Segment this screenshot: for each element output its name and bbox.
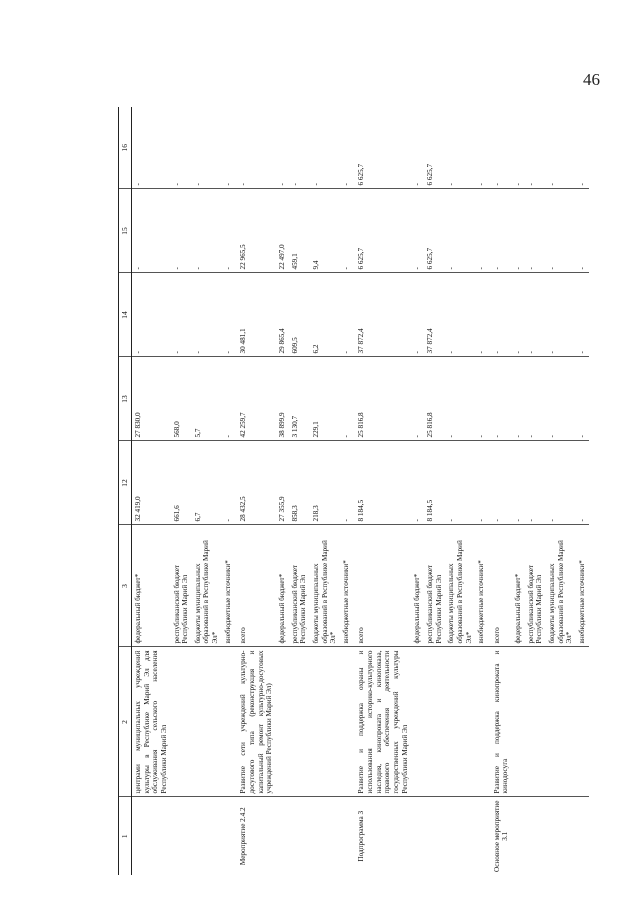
value-col-12: - (512, 441, 525, 525)
table-body (132, 107, 589, 875)
value-col-16: 6 625,7 (424, 107, 445, 189)
page-number: 46 (583, 70, 600, 89)
value-col-16: - (276, 107, 289, 189)
row-label (411, 797, 424, 875)
table-row (512, 107, 525, 875)
value-col-13: 3 130,7 (289, 357, 310, 441)
funding-source: внебюджетные источники* (340, 525, 353, 647)
funding-source: внебюджетные источники* (475, 525, 488, 647)
value-col-15: - (546, 189, 576, 273)
value-col-15: - (340, 189, 353, 273)
row-description (289, 647, 310, 797)
column-header-12: 12 (119, 441, 132, 525)
value-col-15: 22 497,0 (276, 189, 289, 273)
value-col-16: - (171, 107, 192, 189)
value-col-12: - (445, 441, 475, 525)
value-col-13: - (475, 357, 488, 441)
value-col-13: - (445, 357, 475, 441)
table-row (445, 107, 475, 875)
value-col-15: 6 625,7 (352, 189, 411, 273)
value-col-13: 229,1 (310, 357, 340, 441)
funding-source: бюджеты муниципальных образований в Республике Марий Эл* (546, 525, 576, 647)
value-col-14: 29 865,4 (276, 273, 289, 357)
row-label (576, 797, 589, 875)
value-col-13: 25 816,8 (352, 357, 411, 441)
row-label: Основное мероприятие 3.1 (492, 800, 510, 872)
value-col-15: - (525, 189, 546, 273)
table-row (411, 107, 424, 875)
table-row (310, 107, 340, 875)
funding-source: федеральный бюджет* (411, 525, 424, 647)
value-col-13: 38 899,9 (276, 357, 289, 441)
value-col-16: - (132, 107, 171, 189)
value-col-13: - (512, 357, 525, 441)
row-description (546, 647, 576, 797)
value-col-15: 9,4 (310, 189, 340, 273)
value-col-14: - (475, 273, 488, 357)
value-col-12: 6,7 (192, 441, 222, 525)
row-label (340, 797, 353, 875)
value-col-16: - (411, 107, 424, 189)
table-row (525, 107, 546, 875)
table-row (132, 107, 171, 875)
row-description (340, 647, 353, 797)
value-col-14: - (488, 273, 512, 357)
value-col-14: - (576, 273, 589, 357)
funding-source: республиканский бюджет Республики Марий Эл (171, 525, 192, 647)
row-description (445, 647, 475, 797)
row-label (276, 797, 289, 875)
table-row (234, 107, 276, 875)
value-col-14: - (512, 273, 525, 357)
value-col-16: - (445, 107, 475, 189)
row-label (475, 797, 488, 875)
column-header-13: 13 (119, 357, 132, 441)
value-col-13: - (411, 357, 424, 441)
value-col-16: - (512, 107, 525, 189)
table-row (289, 107, 310, 875)
row-label (171, 797, 192, 875)
value-col-13: 42 259,7 (234, 357, 276, 441)
row-description (525, 647, 546, 797)
value-col-14: - (171, 273, 192, 357)
value-col-12: 8 184,5 (352, 441, 411, 525)
row-label: Подпрограмма 3 (357, 810, 366, 862)
value-col-14: - (445, 273, 475, 357)
table-row (171, 107, 192, 875)
row-description: Развитие и поддержка охраны и использования историко-культурного наследия, кинопроката и кинопоказа, правового обеспечения деятельности государственных учреждений культуры Республики Марий Эл (352, 647, 411, 797)
table-row (276, 107, 289, 875)
row-label (310, 797, 340, 875)
value-col-16: - (234, 107, 276, 189)
table-row (488, 107, 512, 875)
funding-source: республиканский бюджет Республики Марий Эл (525, 525, 546, 647)
value-col-15: - (512, 189, 525, 273)
budget-table (118, 107, 589, 875)
value-col-14: - (192, 273, 222, 357)
value-col-12: 27 355,9 (276, 441, 289, 525)
value-col-15: - (132, 189, 171, 273)
value-col-13: - (576, 357, 589, 441)
row-description (192, 647, 222, 797)
value-col-13: 25 816,8 (424, 357, 445, 441)
funding-source: республиканский бюджет Республики Марий Эл (289, 525, 310, 647)
funding-source: федеральный бюджет* (132, 525, 171, 647)
value-col-15: 22 965,5 (234, 189, 276, 273)
value-col-13: - (546, 357, 576, 441)
column-header-1: 1 (119, 797, 132, 875)
value-col-12: - (222, 441, 235, 525)
funding-source: бюджеты муниципальных образований в Республике Марий Эл* (445, 525, 475, 647)
table-row (546, 107, 576, 875)
value-col-14: - (340, 273, 353, 357)
value-col-12: 8 184,5 (424, 441, 445, 525)
value-col-14: - (222, 273, 235, 357)
value-col-14: 30 481,1 (234, 273, 276, 357)
row-description (475, 647, 488, 797)
value-col-12: 28 432,5 (234, 441, 276, 525)
value-col-12: - (546, 441, 576, 525)
row-description (424, 647, 445, 797)
row-description (411, 647, 424, 797)
value-col-12: - (475, 441, 488, 525)
value-col-15: - (222, 189, 235, 273)
value-col-12: - (411, 441, 424, 525)
value-col-16: - (310, 107, 340, 189)
value-col-14: - (546, 273, 576, 357)
table-row (352, 107, 411, 875)
column-header-2: 2 (119, 647, 132, 797)
row-label (222, 797, 235, 875)
funding-source: всего (352, 525, 411, 647)
value-col-14: - (411, 273, 424, 357)
funding-source: бюджеты муниципальных образований в Республике Марий Эл* (310, 525, 340, 647)
row-label (192, 797, 222, 875)
value-col-12: - (576, 441, 589, 525)
row-description (512, 647, 525, 797)
value-col-15: - (411, 189, 424, 273)
funding-source: внебюджетные источники* (222, 525, 235, 647)
value-col-15: 459,1 (289, 189, 310, 273)
column-header-16: 16 (119, 107, 132, 189)
column-header-15: 15 (119, 189, 132, 273)
table-row (340, 107, 353, 875)
funding-source: всего (234, 525, 276, 647)
column-header-3: 3 (119, 525, 132, 647)
row-label: Мероприятие 2.4.2 (239, 807, 248, 866)
value-col-12: - (340, 441, 353, 525)
row-label (546, 797, 576, 875)
value-col-12: 661,6 (171, 441, 192, 525)
value-col-13: - (340, 357, 353, 441)
funding-source: бюджеты муниципальных образований в Республике Марий Эл* (192, 525, 222, 647)
row-description: Развитие сети учреждений культурно-досугового типа (реконструкция и капитальный ремонт культурно-досуговых учреждений Республики Марий Эл) (234, 647, 276, 797)
column-header-14: 14 (119, 273, 132, 357)
value-col-15: 6 625,7 (424, 189, 445, 273)
table-row (424, 107, 445, 875)
value-col-16: - (192, 107, 222, 189)
value-col-13: 27 830,0 (132, 357, 171, 441)
value-col-12: - (525, 441, 546, 525)
value-col-16: 6 625,7 (352, 107, 411, 189)
table-row (475, 107, 488, 875)
funding-source: федеральный бюджет* (276, 525, 289, 647)
value-col-14: - (132, 273, 171, 357)
funding-source: внебюджетные источники* (576, 525, 589, 647)
row-description (310, 647, 340, 797)
row-label (525, 797, 546, 875)
table-row (576, 107, 589, 875)
value-col-14: 37 872,4 (424, 273, 445, 357)
value-col-15: - (475, 189, 488, 273)
value-col-16: - (340, 107, 353, 189)
value-col-12: 32 419,0 (132, 441, 171, 525)
table-row (222, 107, 235, 875)
value-col-13: 568,0 (171, 357, 192, 441)
value-col-15: - (171, 189, 192, 273)
rotated-table-wrapper (118, 107, 633, 875)
row-label (289, 797, 310, 875)
value-col-14: - (525, 273, 546, 357)
value-col-16: - (525, 107, 546, 189)
value-col-16: - (222, 107, 235, 189)
value-col-15: - (192, 189, 222, 273)
funding-source: всего (488, 525, 512, 647)
funding-source: республиканский бюджет Республики Марий Эл (424, 525, 445, 647)
row-label (445, 797, 475, 875)
funding-source: федеральный бюджет* (512, 525, 525, 647)
value-col-14: 6,2 (310, 273, 340, 357)
value-col-16: - (488, 107, 512, 189)
value-col-15: - (576, 189, 589, 273)
value-col-12: 858,3 (289, 441, 310, 525)
value-col-16: - (289, 107, 310, 189)
value-col-16: - (576, 107, 589, 189)
row-description: центрами муниципальных учреждений культуры в Республике Марий Эл для обслуживания сельского населения Республики Марий Эл (132, 647, 171, 797)
table-row (192, 107, 222, 875)
table-header (119, 107, 132, 875)
value-col-13: - (488, 357, 512, 441)
value-col-14: 609,5 (289, 273, 310, 357)
row-description (576, 647, 589, 797)
value-col-15: - (445, 189, 475, 273)
row-label (424, 797, 445, 875)
row-description (222, 647, 235, 797)
row-label (132, 797, 171, 875)
value-col-15: - (488, 189, 512, 273)
value-col-13: - (222, 357, 235, 441)
value-col-12: 218,3 (310, 441, 340, 525)
value-col-14: 37 872,4 (352, 273, 411, 357)
value-col-13: - (525, 357, 546, 441)
row-label (512, 797, 525, 875)
value-col-16: - (475, 107, 488, 189)
value-col-16: - (546, 107, 576, 189)
row-description (276, 647, 289, 797)
value-col-13: 5,7 (192, 357, 222, 441)
row-description (171, 647, 192, 797)
row-description: Развитие и поддержка кинопроката и кинодосуга (488, 647, 512, 797)
value-col-12: - (488, 441, 512, 525)
